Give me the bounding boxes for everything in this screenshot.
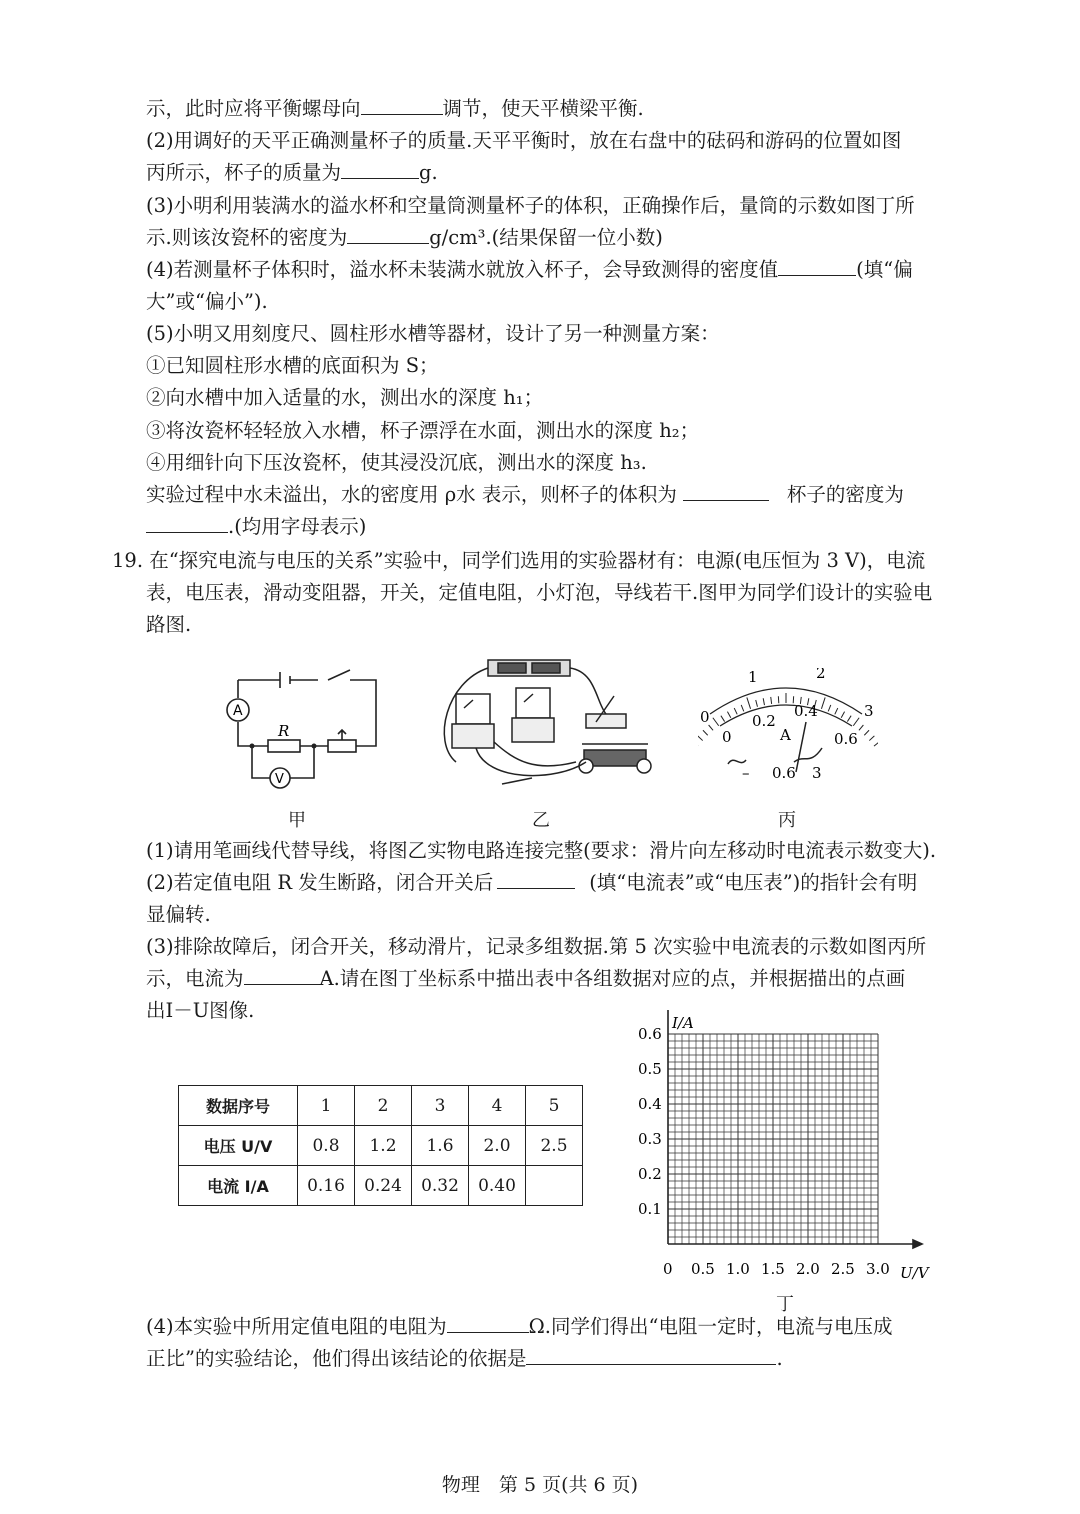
table-cell: 电压 U/V	[179, 1126, 298, 1166]
text-line: (5)小明又用刻度尺、圆柱形水槽等器材，设计了另一种测量方案：	[146, 322, 720, 345]
dial-tick	[841, 712, 844, 718]
y-tick-label: 0.6	[638, 1025, 662, 1043]
answer-blank[interactable]	[347, 225, 429, 244]
answer-blank[interactable]	[497, 870, 575, 889]
table-header: 4	[469, 1086, 526, 1126]
dial-tick	[853, 718, 859, 726]
dial-tick	[835, 708, 838, 714]
dial-tick	[874, 742, 878, 746]
circuit-diagram-jia	[218, 668, 388, 793]
dial-bottom-label: 0.6	[834, 730, 858, 748]
text-line: 示.则该汝瓷杯的密度为 g/cm³.(结果保留一位小数)	[146, 226, 663, 249]
table-header: 5	[526, 1086, 583, 1126]
answer-blank[interactable]	[244, 966, 320, 985]
text-line: (2)若定值电阻 R 发生断路，闭合开关后 (填“电流表”或“电压表”)的指针会有明	[146, 871, 918, 894]
dial-bottom-label: 0.4	[794, 702, 818, 720]
y-tick-label: 0.2	[638, 1165, 662, 1183]
text-line: 出I－U图像.	[146, 999, 255, 1022]
dial-tick	[828, 705, 831, 711]
dial-tick	[747, 697, 751, 708]
text-line: 正比”的实验结论，他们得出该结论的依据是 .	[146, 1347, 783, 1370]
figure-caption: 丙	[778, 810, 796, 831]
text-line: (4)本实验中所用定值电阻的电阻为 Ω.同学们得出“电阻一定时，电流与电压成	[146, 1315, 893, 1338]
ammeter-dial-bing	[698, 668, 878, 783]
x-axis-label: U/V	[900, 1264, 929, 1282]
dial-tick	[864, 730, 869, 735]
dial-unit: A	[780, 726, 791, 744]
y-tick-label: 0.3	[638, 1130, 662, 1148]
text-line: (4)若测量杯子体积时，溢水杯未装满水就放入杯子，会导致测得的密度值 (填“偏	[146, 258, 913, 281]
text-line: (3)排除故障后，闭合开关，移动滑片，记录多组数据.第 5 次实验中电流表的示数如图丙所	[146, 935, 927, 958]
question-19-line: 19. 在“探究电流与电压的关系”实验中，同学们选用的实验器材有：电源(电压恒为 3 V)，电流	[112, 549, 926, 572]
table-cell: 0.16	[298, 1166, 355, 1206]
dial-top-label: 0	[700, 708, 710, 726]
dial-tick	[771, 697, 772, 704]
text-line: (3)小明利用装满水的溢水杯和空量筒测量杯子的体积，正确操作后，量筒的示数如图丁所	[146, 194, 915, 217]
text-line: .(均用字母表示)	[146, 514, 366, 540]
answer-blank[interactable]	[683, 482, 769, 501]
text-line: (1)请用笔画线代替导线，将图乙实物电路连接完整(要求：滑片向左移动时电流表示数变大).	[146, 839, 937, 862]
dial-tick	[821, 697, 825, 708]
dial-tick	[713, 718, 719, 726]
x-tick-label: 0	[663, 1260, 673, 1278]
table-row	[179, 1126, 583, 1166]
dial-bottom-label: 0.2	[752, 712, 776, 730]
table-cell: 0.32	[412, 1166, 469, 1206]
x-tick-label: 2.5	[831, 1260, 855, 1278]
table-cell: 0.24	[355, 1166, 412, 1206]
table-row	[179, 1086, 583, 1126]
table-cell: 1.6	[412, 1126, 469, 1166]
dial-tick	[698, 736, 703, 741]
figure-caption: 丁	[776, 1294, 794, 1315]
dial-tick	[734, 708, 737, 714]
x-tick-label: 1.5	[761, 1260, 785, 1278]
text-line: 示，电流为 A.请在图丁坐标系中描出表中各组数据对应的点，并根据描出的点画	[146, 967, 906, 990]
table-header: 1	[298, 1086, 355, 1126]
physical-circuit-yi	[436, 652, 656, 792]
question-19-line: 路图.	[146, 613, 192, 636]
y-tick-label: 0.5	[638, 1060, 662, 1078]
text-line: ④用细针向下压汝瓷杯，使其浸没沉底，测出水的深度 h₃.	[146, 451, 647, 474]
answer-blank[interactable]	[146, 514, 228, 533]
dial-tick	[763, 698, 764, 705]
x-tick-label: 3.0	[866, 1260, 890, 1278]
text-line: 显偏转.	[146, 903, 211, 926]
figure-caption: 甲	[288, 810, 306, 831]
table-header: 2	[355, 1086, 412, 1126]
dial-tick	[756, 700, 758, 707]
table-cell: 2.5	[526, 1126, 583, 1166]
x-tick-label: 2.0	[796, 1260, 820, 1278]
text-line: ③将汝瓷杯轻轻放入水槽，杯子漂浮在水面，测出水的深度 h₂；	[146, 419, 700, 442]
dial-tick	[847, 716, 851, 722]
table-header: 数据序号	[179, 1086, 298, 1126]
terminal-label: 3	[812, 764, 822, 782]
ammeter-label: A	[233, 703, 243, 719]
dial-bottom-label: 0	[722, 728, 732, 746]
dial-tick	[721, 716, 725, 722]
text-line: 大”或“偏小”).	[146, 290, 268, 313]
figure-caption: 乙	[532, 810, 550, 831]
text-line: 实验过程中水未溢出，水的密度用 ρ水 表示，则杯子的体积为 杯子的密度为	[146, 483, 904, 506]
answer-blank[interactable]	[361, 96, 443, 115]
text-line: 丙所示，杯子的质量为 g.	[146, 161, 438, 184]
y-axis-label: I/A	[672, 1014, 694, 1032]
voltmeter-label: V	[275, 772, 284, 787]
table-cell: 0.40	[469, 1166, 526, 1206]
dial-tick	[869, 736, 874, 741]
table-cell: 2.0	[469, 1126, 526, 1166]
x-tick-label: 1.0	[726, 1260, 750, 1278]
data-table	[178, 1085, 583, 1206]
table-cell	[526, 1166, 583, 1206]
table-row	[179, 1166, 583, 1206]
dial-tick	[727, 712, 730, 718]
terminal-label: –	[742, 764, 750, 782]
answer-blank[interactable]	[447, 1314, 529, 1333]
y-tick-label: 0.1	[638, 1200, 662, 1218]
answer-blank[interactable]	[341, 160, 419, 179]
text-line: ②向水槽中加入适量的水，测出水的深度 h₁；	[146, 386, 544, 409]
dial-tick	[703, 730, 708, 735]
coordinate-grid-ding[interactable]	[630, 1010, 960, 1300]
answer-blank[interactable]	[778, 257, 856, 276]
y-tick-label: 0.4	[638, 1095, 662, 1113]
text-line: ①已知圆柱形水槽的底面积为 S；	[146, 354, 439, 377]
table-header: 3	[412, 1086, 469, 1126]
x-tick-label: 0.5	[691, 1260, 715, 1278]
dial-needle	[796, 722, 806, 772]
dial-top-label: 2	[816, 668, 826, 682]
question-19-line: 表，电压表，滑动变阻器，开关，定值电阻，小灯泡，导线若干.图甲为同学们设计的实验电	[146, 581, 933, 604]
terminal-label: 0.6	[772, 764, 796, 782]
table-cell: 0.8	[298, 1126, 355, 1166]
answer-blank[interactable]	[526, 1346, 776, 1365]
x-axis-arrow	[913, 1240, 922, 1248]
dial-top-label: 1	[748, 668, 758, 686]
table-cell: 电流 I/A	[179, 1166, 298, 1206]
text-line: 示，此时应将平衡螺母向 调节，使天平横梁平衡.	[146, 97, 644, 120]
page-footer: 物理 第 5 页(共 6 页)	[441, 1474, 639, 1496]
dial-tick	[859, 725, 863, 730]
text-line: (2)用调好的天平正确测量杯子的质量.天平平衡时，放在右盘中的砝码和游码的位置如图	[146, 129, 902, 152]
dial-top-label: 3	[864, 702, 874, 720]
dial-tick	[741, 705, 744, 711]
resistor-label: R	[278, 722, 290, 740]
table-cell: 1.2	[355, 1126, 412, 1166]
